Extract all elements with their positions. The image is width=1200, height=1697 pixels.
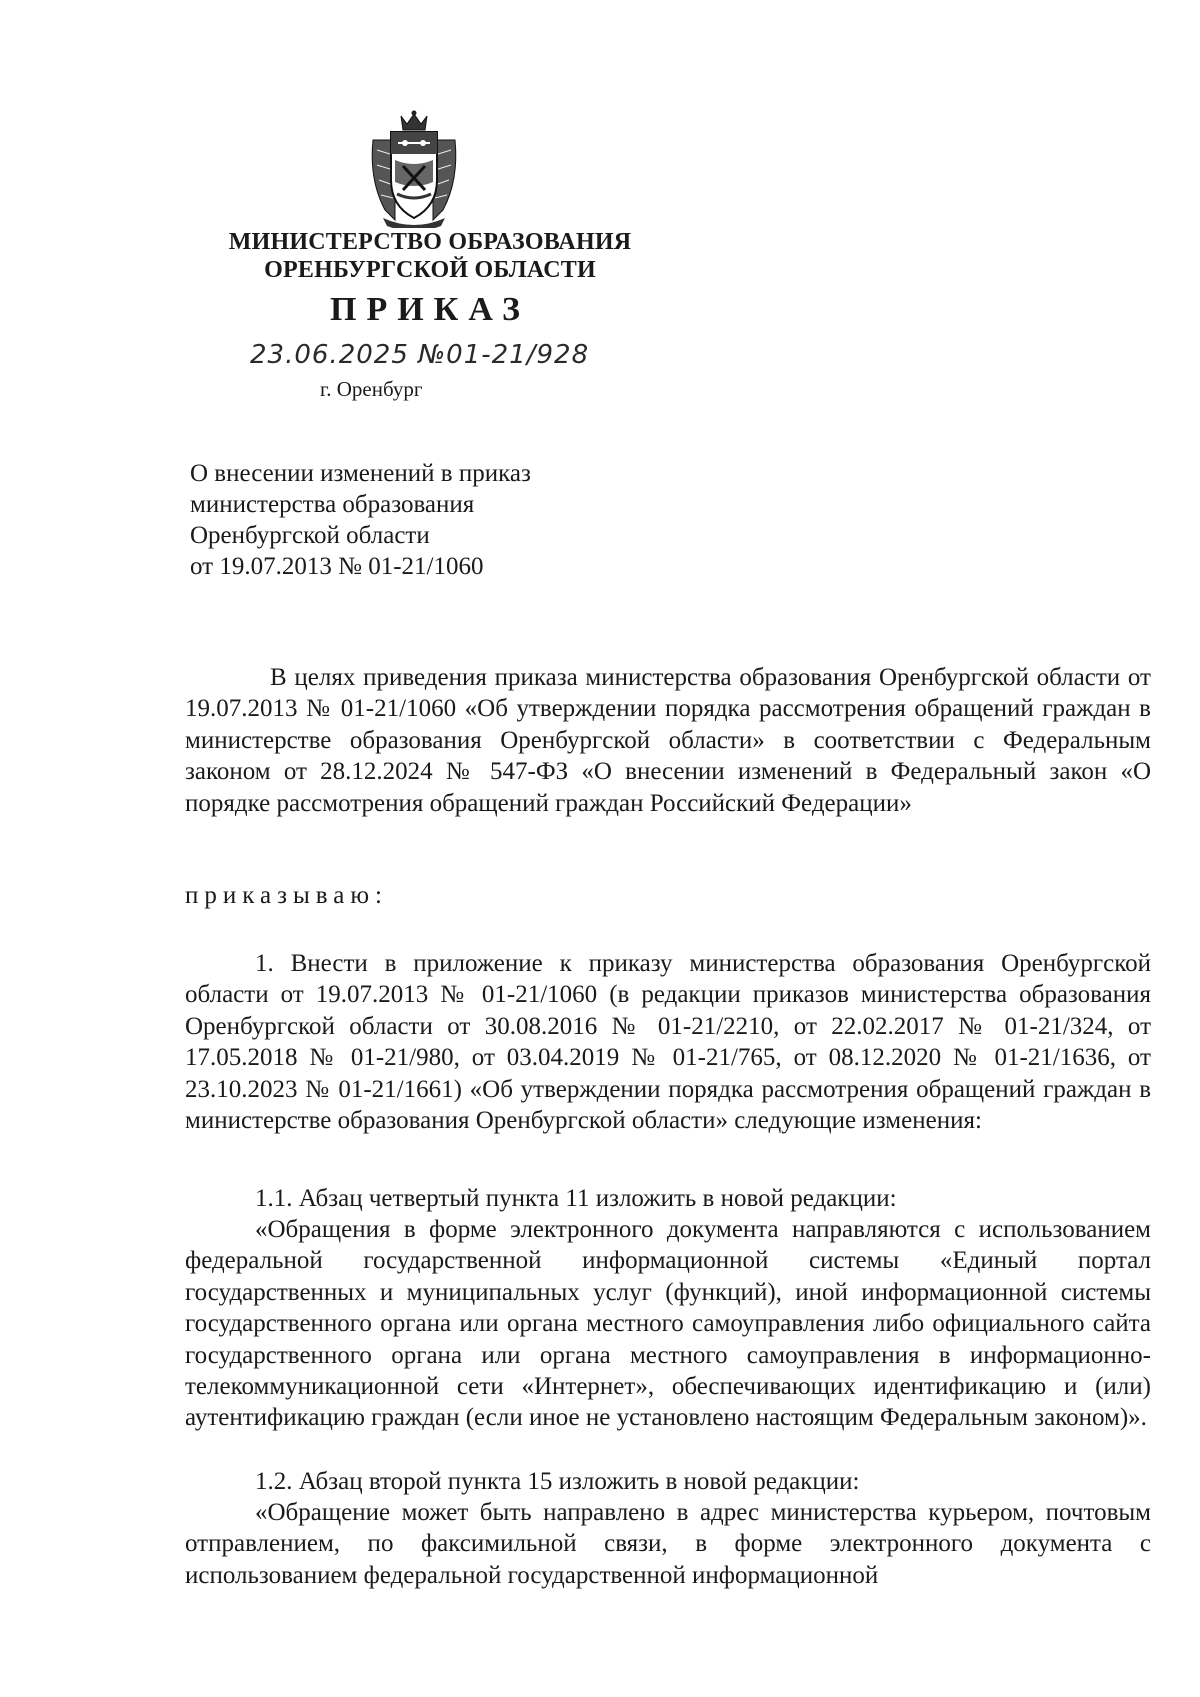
item-1-1-heading: 1.1. Абзац четвертый пункта 11 изложить в новой редакции: (255, 1185, 897, 1212)
item-1-paragraph: 1. Внести в приложение к приказу министерства образования Оренбургской области от 19.07.2013 № 01-21/1060 (в редакции приказов министерства образования Оренбургской области от 30.08.2016 № 01-21/2210, от 22.02.2017 № 01-21/324, от 17.05.2018 № 01-21/980, от 03.04.2019 № 01-21/765, от 08.12.2020 № 01-21/1636, от 23.10.2023 № 01-21/1661) «Об утверждении порядка рассмотрения обращений граждан в министерстве образования Оренбургской области» следующие изменения: (185, 950, 1151, 1135)
handwritten-date-number: 23.06.2025 №01-21/928 (250, 340, 590, 370)
preamble-paragraph: В целях приведения приказа министерства образования Оренбургской области от 19.07.2013 № 01-21/1060 «Об утверждении порядка рассмотрения обращений граждан в министерстве образования Оренбургской области» в соответствии с Федеральным законом от 28.12.2024 № 547-ФЗ «О внесении изменений в Федеральный закон «О порядке рассмотрения обращений граждан Российский Федерации» (185, 664, 1151, 817)
subject-line: министерства образования (190, 491, 475, 518)
doc-subject (190, 458, 790, 582)
city-label: г. Оренбург (320, 377, 423, 401)
subject-line: О внесении изменений в приказ (190, 460, 531, 487)
order-word: приказываю: (185, 882, 388, 909)
org-name-line-1: МИНИСТЕРСТВО ОБРАЗОВАНИЯ (228, 229, 632, 255)
subject-line: от 19.07.2013 № 01-21/1060 (190, 553, 484, 580)
coat-of-arms-icon (365, 110, 463, 228)
item-1-2-heading: 1.2. Абзац второй пункта 15 изложить в новой редакции: (255, 1468, 860, 1495)
subject-line: Оренбургской области (190, 522, 430, 549)
item-1-1-quote: «Обращения в форме электронного документа направляются с использованием федеральной государственной информационной системы «Единый портал государственных и муниципальных услуг (функций), иной информационной системы государственного органа или органа местного самоуправления либо официального сайта государственного органа или органа местного самоуправления в информационно-телекоммуникационной сети «Интернет», обеспечивающих идентификацию и (или) аутентификацию граждан (если иное не установлено настоящим Федеральным законом)». (185, 1216, 1151, 1432)
doc-title: ПРИКАЗ (330, 291, 530, 328)
org-name-line-2: ОРЕНБУРГСКОЙ ОБЛАСТИ (264, 257, 596, 283)
item-1-2-quote: «Обращение может быть направлено в адрес министерства курьером, почтовым отправлением, по факсимильной связи, в форме электронного документа с использованием федеральной государственной информационной (185, 1499, 1151, 1589)
